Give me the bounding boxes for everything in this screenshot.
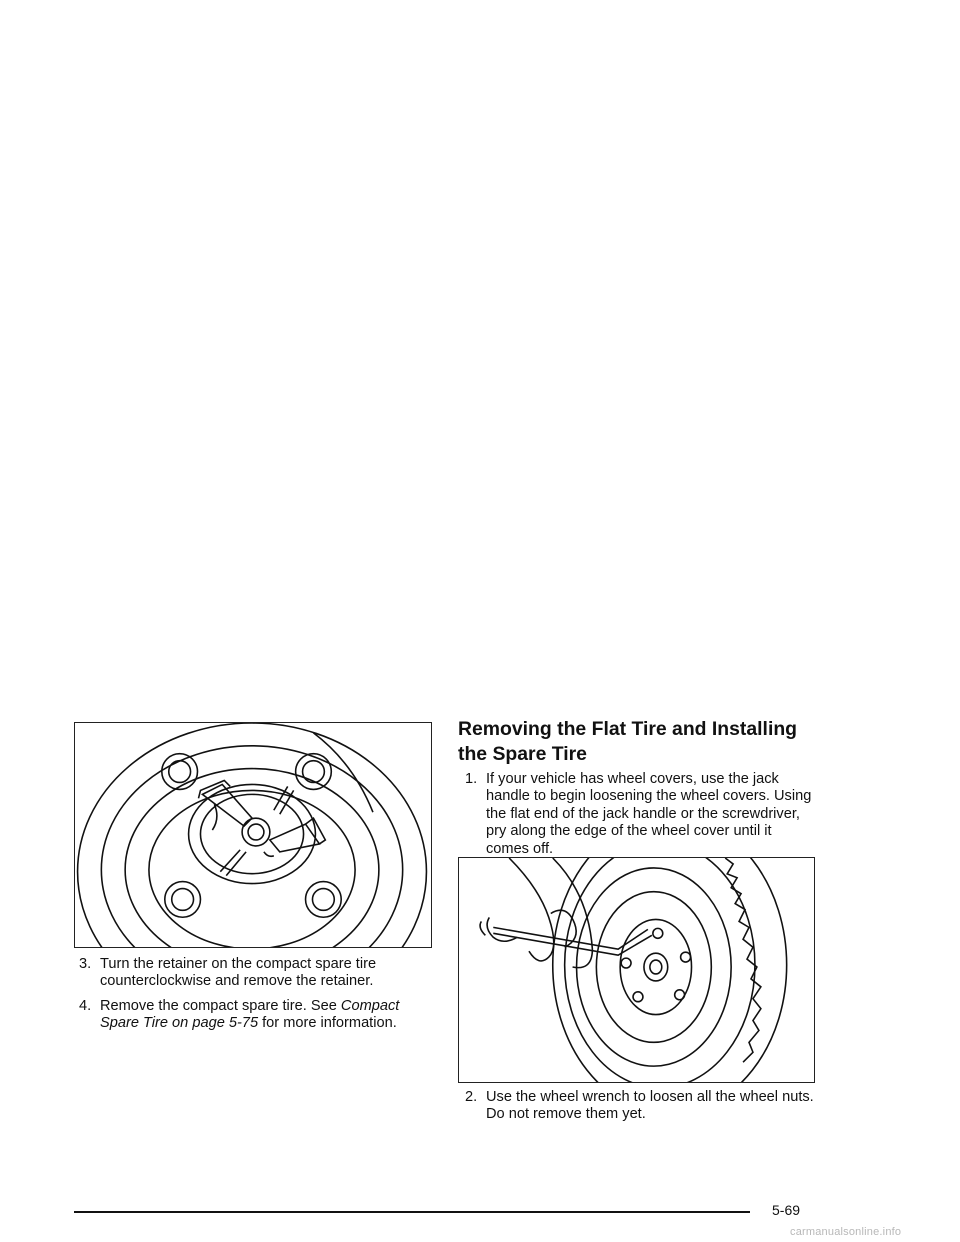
section-heading: Removing the Flat Tire and Installing the Spare Tire xyxy=(458,718,798,765)
step-number: 4. xyxy=(79,998,92,1014)
step-number: 3. xyxy=(79,956,92,972)
compact-spare-tire-retainer-illustration xyxy=(74,722,432,948)
step-2 xyxy=(465,1089,815,1124)
step-number: 1. xyxy=(465,771,478,787)
step-text xyxy=(79,998,429,1033)
wheel-wrench-loosening-nuts-illustration xyxy=(458,857,815,1083)
step-text: If your vehicle has wheel covers, use the jack handle to begin loosening the wheel covers. Using the flat end of the jack handle or the screwdriver, pry along the edge of the wheel cover until it comes off. xyxy=(486,771,812,857)
step-text: Turn the retainer on the compact spare tire counterclockwise and remove the retainer. xyxy=(100,956,377,990)
step-text-before: Remove the compact spare tire. See xyxy=(100,998,341,1014)
spare-tire-drawing xyxy=(75,723,431,947)
step-1 xyxy=(465,771,815,858)
step-4 xyxy=(79,998,429,1033)
watermark: carmanualsonline.info xyxy=(790,1226,902,1238)
footer-rule xyxy=(74,1211,750,1213)
step-text: Use the wheel wrench to loosen all the wheel nuts. Do not remove them yet. xyxy=(486,1089,814,1123)
step-number: 2. xyxy=(465,1089,478,1105)
wheel-wrench-drawing xyxy=(459,858,814,1082)
cross-reference-link[interactable]: Compact Spare Tire on page 5-75 xyxy=(100,998,400,1032)
page-number: 5-69 xyxy=(772,1202,801,1218)
step-3 xyxy=(79,956,429,991)
step-text-after: for more information. xyxy=(258,1015,397,1032)
